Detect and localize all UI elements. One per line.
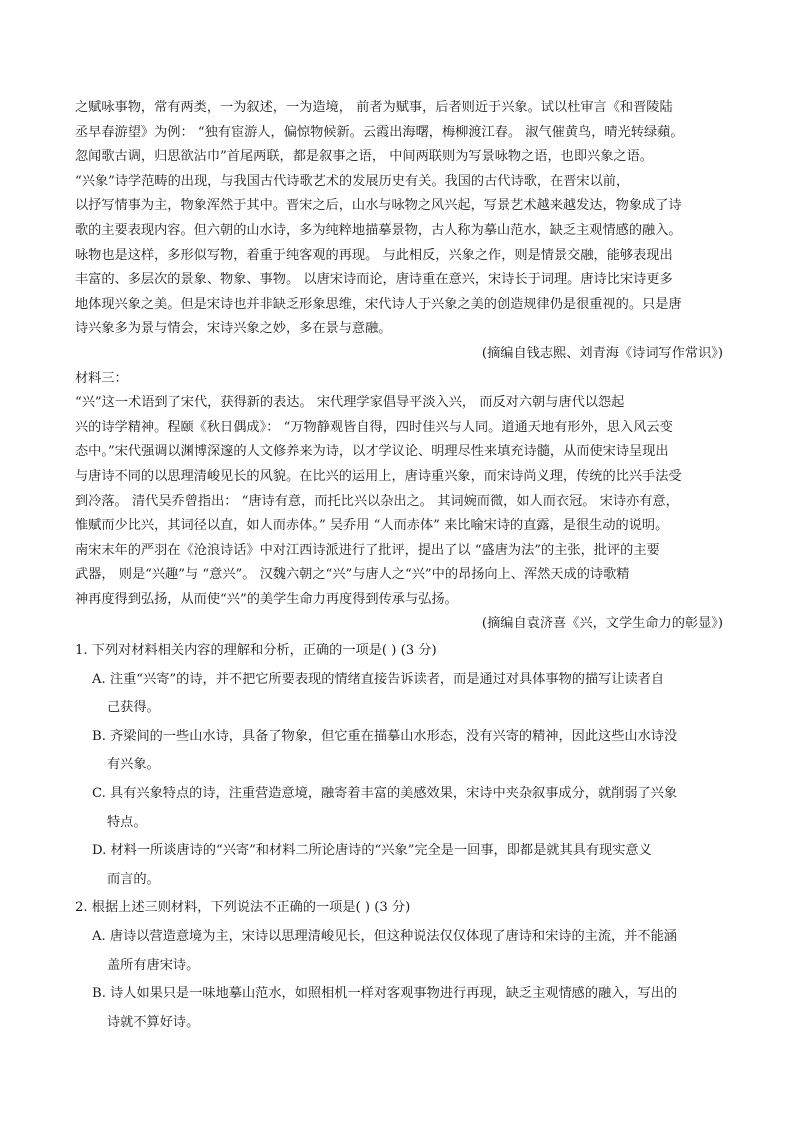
option-a: A. 唐诗以营造意境为主，宋诗以思理清峻见长，但这种说法仅仅体现了唐诗和宋诗的主流，并不能涵 bbox=[92, 929, 677, 944]
option-b: B. 诗人如果只是一味地摹山范水，如照相机一样对客观事物进行再现，缺乏主观情感的融入，写出的 bbox=[92, 986, 678, 1002]
text-line: 惟赋而少比兴，其词径以直，如人而赤体。” 吴乔用 “人而赤体” 来比喻宋诗的直露，是很生动的说明。 bbox=[75, 518, 669, 534]
option-a-cont: 己获得。 bbox=[107, 700, 160, 716]
document-body bbox=[75, 96, 723, 1037]
question-stem: 2. 根据上述三则材料，下列说法不正确的一项是( ) (3 分) bbox=[75, 900, 411, 916]
text-line: 与唐诗不同的以思理清峻见长的风貌。在比兴的运用上，唐诗重兴象，而宋诗尚义理，传统的比兴手法受 bbox=[75, 468, 682, 484]
option-b: B. 齐梁间的一些山水诗，具备了物象，但它重在描摹山水形态，没有兴寄的精神，因此这些山水诗没 bbox=[92, 728, 678, 744]
text-line: 丞早春游望》为例： “独有宦游人，偏惊物候新。云霞出海曙，梅柳渡江春。 淑气催黄鸟，晴光转绿蘋。 bbox=[75, 124, 684, 140]
question-1 bbox=[75, 637, 723, 894]
option-a-cont: 盖所有唐宋诗。 bbox=[107, 957, 200, 973]
text-line: 之赋咏事物，常有两类，一为叙述，一为造境， 前者为赋事，后者则近于兴象。试以杜审言《和晋陵陆 bbox=[75, 100, 673, 115]
source-citation: (摘编自袁济喜《兴，文学生命力的彰显》) bbox=[481, 616, 723, 632]
text-line: 地体现兴象之美。但是宋诗也并非缺乏形象思维，宋代诗人于兴象之美的创造规律仍是很重视的。只是唐 bbox=[75, 296, 682, 312]
option-c: C. 具有兴象特点的诗，注重营造意境，融寄着丰富的美感效果，宋诗中夹杂叙事成分，就削弱了兴象 bbox=[92, 786, 678, 802]
material-three-text bbox=[75, 367, 723, 638]
text-line: “兴象”诗学范畴的出现，与我国古代诗歌艺术的发展历史有关。我国的古代诗歌，在晋宋以前， bbox=[75, 173, 630, 189]
text-line: 忽闻歌古调，归思欲沾巾”首尾两联，都是叙事之语， 中间两联则为写景咏物之语，也即兴象之语。 bbox=[75, 149, 653, 165]
material-label: 材料三： bbox=[75, 370, 128, 386]
source-citation: (摘编自钱志熙、刘青海《诗词写作常识》) bbox=[481, 345, 723, 361]
text-line: 武器， 则是“兴趣”与 “意兴”。 汉魏六朝之“兴”与唐人之“兴”中的昂扬向上、浑然天成的诗歌精 bbox=[75, 567, 630, 583]
text-line: 歌的主要表现内容。但六朝的山水诗，多为纯粹地描摹景物，古人称为摹山范水，缺乏主观情感的融入。 bbox=[75, 222, 682, 238]
text-line: 丰富的、多层次的景象、物象、事物。 以唐宋诗而论，唐诗重在意兴，宋诗长于词理。唐诗比宋诗更多 bbox=[75, 272, 673, 288]
text-line: 南宋末年的严羽在《沧浪诗话》中对江西诗派进行了批评，提出了以 “盛唐为法”的主张，批评的主要 bbox=[75, 542, 660, 558]
text-line: 以抒写情事为主，物象浑然于其中。晋宋之后，山水与咏物之风兴起，写景艺术越来越发达，物象成了诗 bbox=[75, 198, 682, 214]
option-b-cont: 诗就不算好诗。 bbox=[107, 1014, 200, 1030]
option-c-cont: 特点。 bbox=[107, 814, 147, 830]
option-d: D. 材料一所谈唐诗的“兴寄”和材料二所论唐诗的“兴象”完全是一回事，即都是就其具有现实意义 bbox=[92, 843, 652, 859]
text-line: 到冷落。 清代吴乔曾指出： “唐诗有意，而托比兴以杂出之。 其词婉而微，如人而衣冠。 宋诗亦有意， bbox=[75, 493, 679, 509]
option-b-cont: 有兴象。 bbox=[107, 757, 160, 773]
text-line: 咏物也是这样，多形似写物，着重于纯客观的再现。 与此相反，兴象之作，则是情景交融，能够表现出 bbox=[75, 247, 673, 263]
question-stem: 1. 下列对材料相关内容的理解和分析，正确的一项是( ) (3 分) bbox=[75, 643, 437, 659]
question-2 bbox=[75, 894, 723, 1037]
text-line: 神再度得到弘扬，从而使“兴”的美学生命力再度得到传承与弘扬。 bbox=[75, 591, 458, 607]
text-line: 态中。”宋代强调以渊博深邃的人文修养来为诗，以才学议论、明理尽性来填充诗髓，从而使宋诗呈现出 bbox=[75, 444, 669, 460]
text-line: “兴”这一术语到了宋代，获得新的表达。 宋代理学家倡导平淡入兴， 而反对六朝与唐代以怨起 bbox=[75, 395, 625, 411]
material-two-text bbox=[75, 96, 723, 367]
text-line: 诗兴象多为景与情会，宋诗兴象之妙，多在景与意融。 bbox=[75, 321, 392, 337]
text-line: 兴的诗学精神。程颐《秋日偶成》： “万物静观皆自得，四时佳兴与人同。道通天地有形外，思入风云变 bbox=[75, 419, 673, 435]
option-a: A. 注重“兴寄”的诗，并不把它所要表现的情绪直接告诉读者，而是通过对具体事物的描写让读者自 bbox=[92, 671, 665, 687]
option-d-cont: 而言的。 bbox=[107, 871, 160, 887]
